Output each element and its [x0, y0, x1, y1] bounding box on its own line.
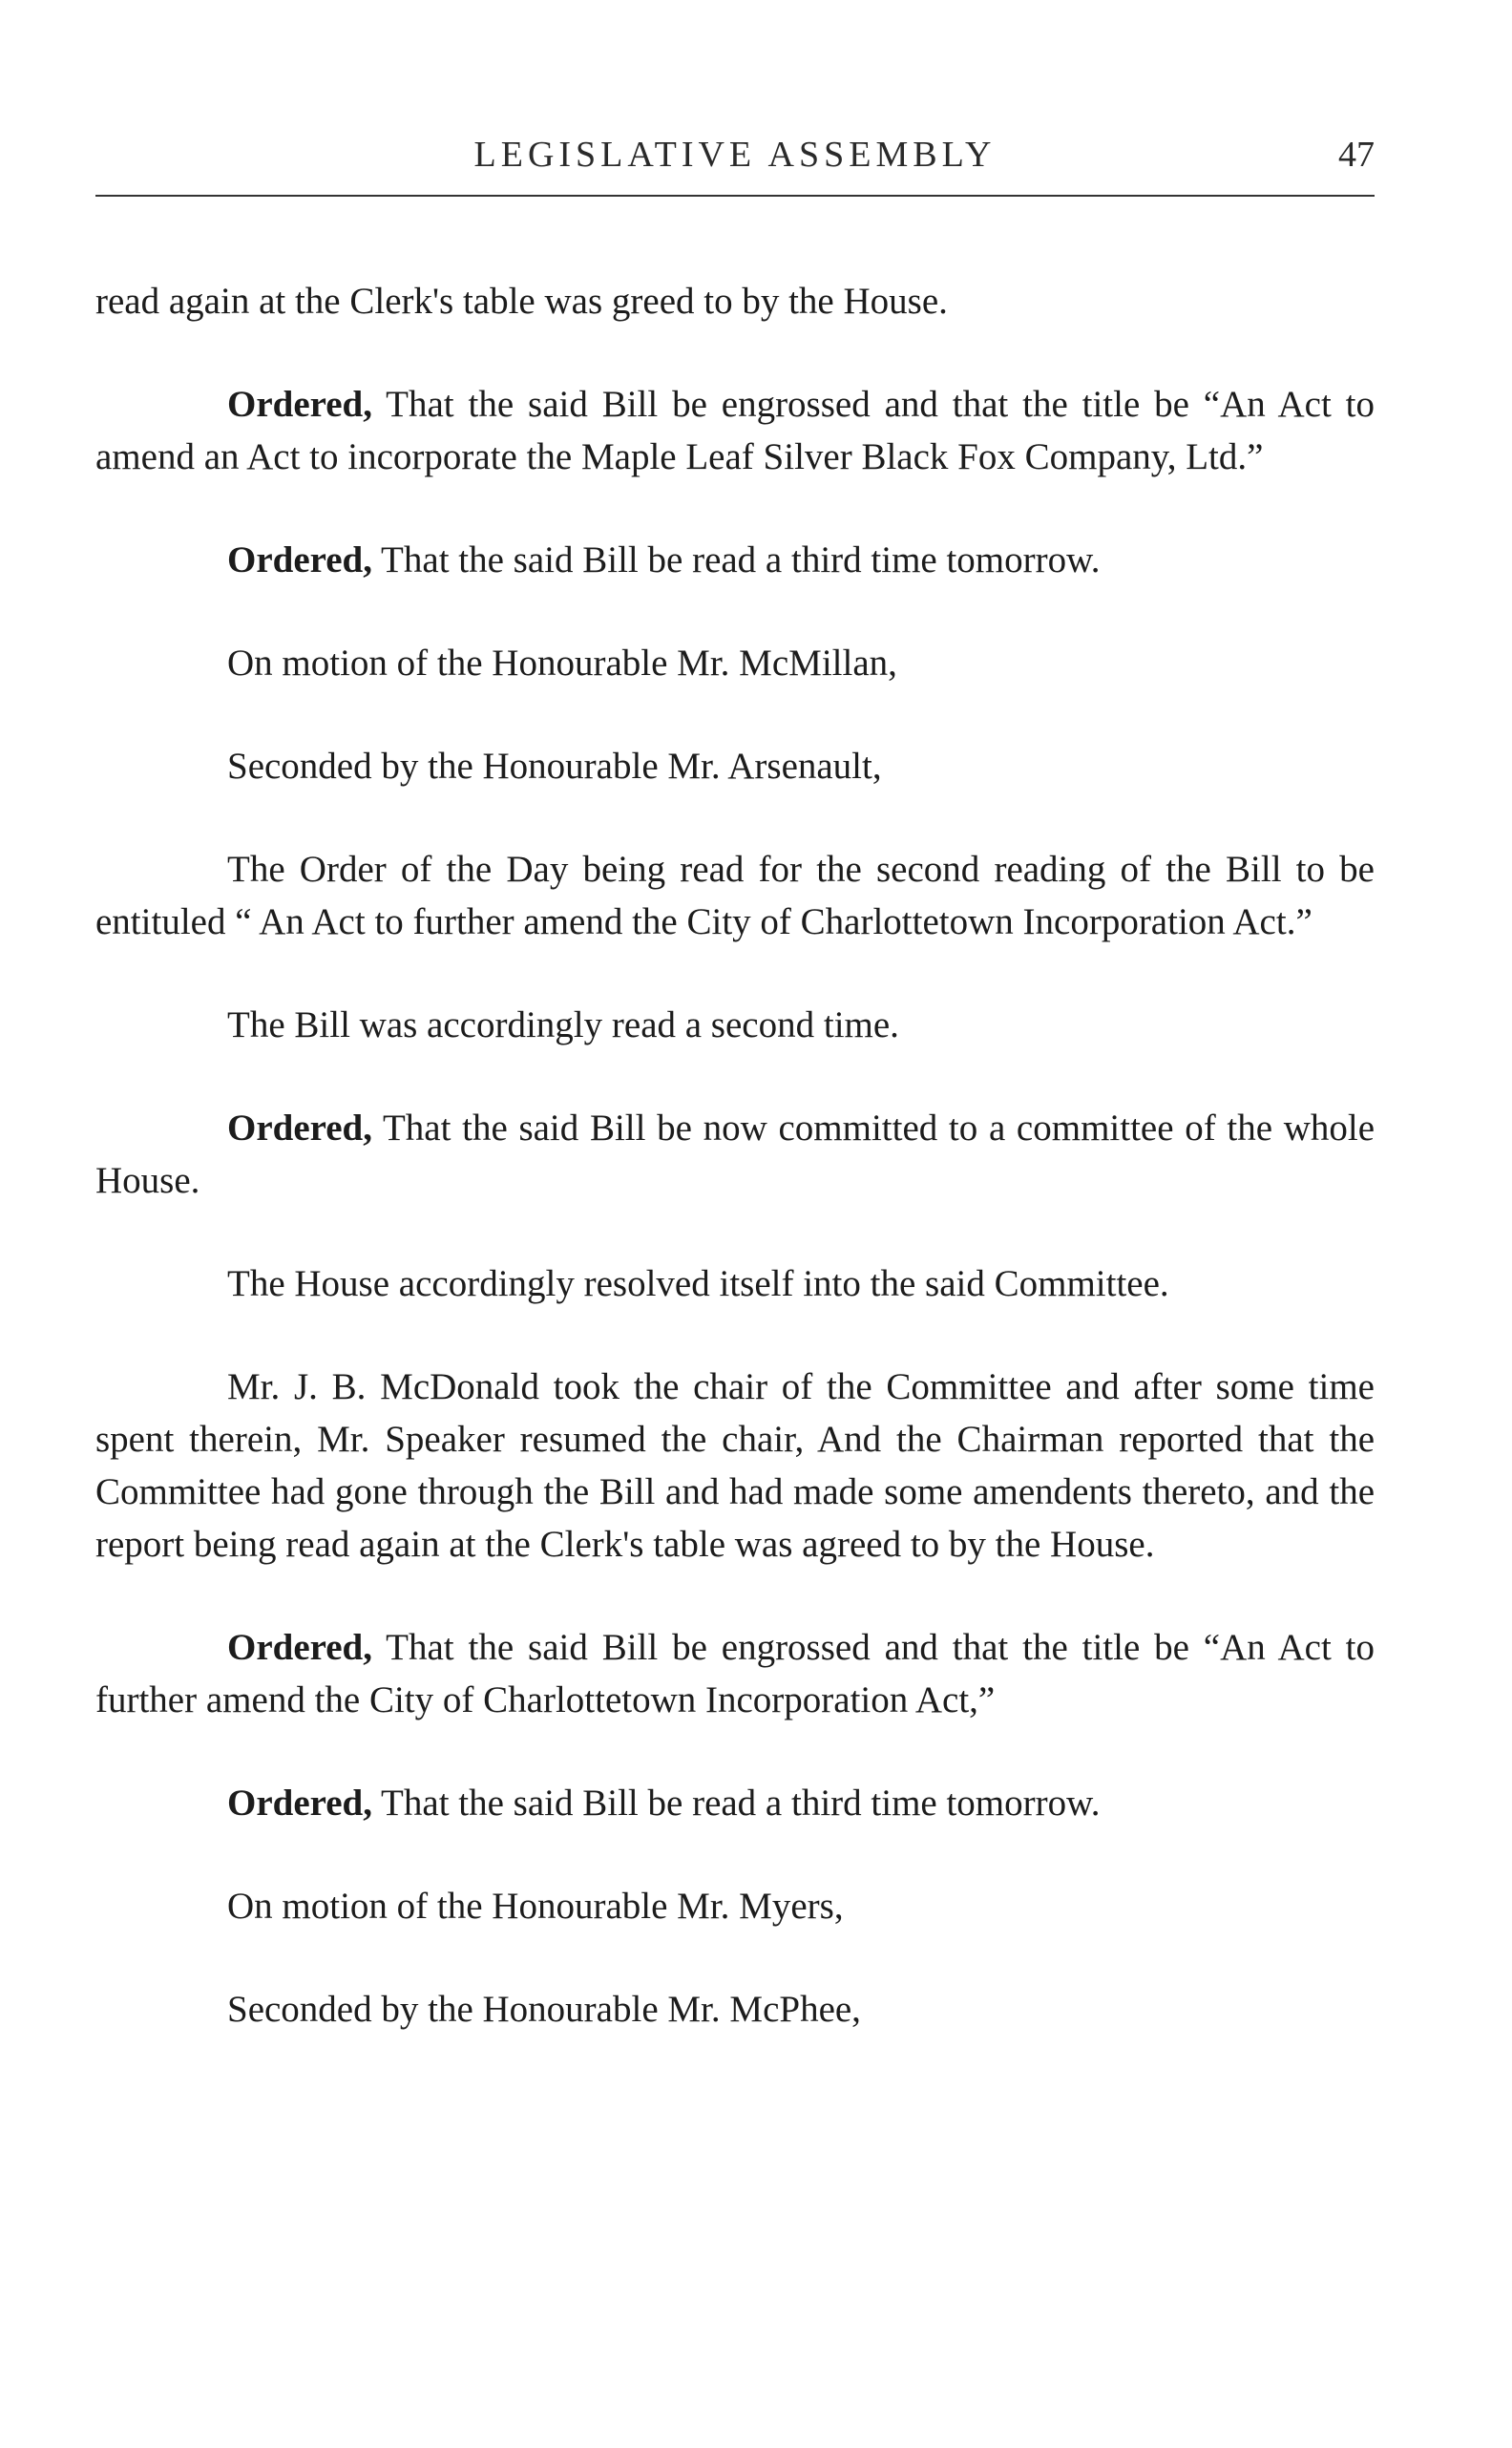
- paragraph-lead: Ordered,: [227, 1783, 373, 1824]
- paragraph-lead: Ordered,: [227, 539, 373, 580]
- paragraph-text: The Order of the Day being read for the second reading of the Bill to be entituled “ An Act to further amend the City of Charlottetown Incorporation Act.”: [95, 849, 1375, 942]
- paragraph-text: The Bill was accordingly read a second time.: [227, 1004, 899, 1045]
- paragraph-10: [95, 1361, 1375, 1571]
- page-header: [95, 134, 1375, 191]
- running-title: LEGISLATIVE ASSEMBLY: [473, 135, 997, 175]
- paragraph-lead: Ordered,: [227, 384, 373, 425]
- paragraph-text: On motion of the Honourable Mr. Myers,: [227, 1886, 844, 1927]
- paragraph-text: That the said Bill be read a third time tomorrow.: [372, 539, 1101, 580]
- paragraph-text: The House accordingly resolved itself into the said Committee.: [227, 1263, 1169, 1304]
- paragraph-2: [95, 378, 1375, 483]
- paragraph-1: [95, 275, 1375, 327]
- paragraph-4: [95, 637, 1375, 689]
- paragraph-11: [95, 1621, 1375, 1726]
- header-rule: [95, 195, 1375, 197]
- paragraph-12: [95, 1777, 1375, 1829]
- paragraph-text: That the said Bill be engrossed and that the title be “An Act to amend an Act to incorporate the Maple Leaf Silver Black Fox Company, Ltd.”: [95, 384, 1375, 477]
- paragraph-lead: Ordered,: [227, 1627, 373, 1668]
- paragraph-5: [95, 740, 1375, 792]
- paragraph-text: Seconded by the Honourable Mr. McPhee,: [227, 1989, 861, 2030]
- paragraph-text: That the said Bill be engrossed and that the title be “An Act to further amend the City of Charlottetown Incorporation Act,”: [95, 1627, 1375, 1720]
- paragraph-text: Seconded by the Honourable Mr. Arsenault,: [227, 746, 882, 787]
- paragraph-7: [95, 999, 1375, 1051]
- paragraph-text: That the said Bill be now committed to a committee of the whole House.: [95, 1108, 1375, 1201]
- paragraph-text: On motion of the Honourable Mr. McMillan,: [227, 643, 897, 684]
- paragraph-9: [95, 1257, 1375, 1310]
- paragraph-8: [95, 1102, 1375, 1207]
- paragraph-13: [95, 1880, 1375, 1932]
- paragraph-text: That the said Bill be read a third time tomorrow.: [372, 1783, 1101, 1824]
- paragraph-text: Mr. J. B. McDonald took the chair of the Committee and after some time spent therein, Mr. Speaker resumed the chair, And the Chairman reported that the Committee had gone through the Bill and had made some amendents thereto, and the report being read again at the Clerk's table was agreed to by the House.: [95, 1366, 1375, 1565]
- paragraph-3: [95, 534, 1375, 586]
- paragraph-lead: Ordered,: [227, 1108, 373, 1149]
- body-text: [95, 275, 1375, 2086]
- page-number: 47: [1338, 135, 1375, 175]
- paragraph-6: [95, 843, 1375, 948]
- paragraph-14: [95, 1983, 1375, 2036]
- paragraph-text: read again at the Clerk's table was greed to by the House.: [95, 281, 948, 322]
